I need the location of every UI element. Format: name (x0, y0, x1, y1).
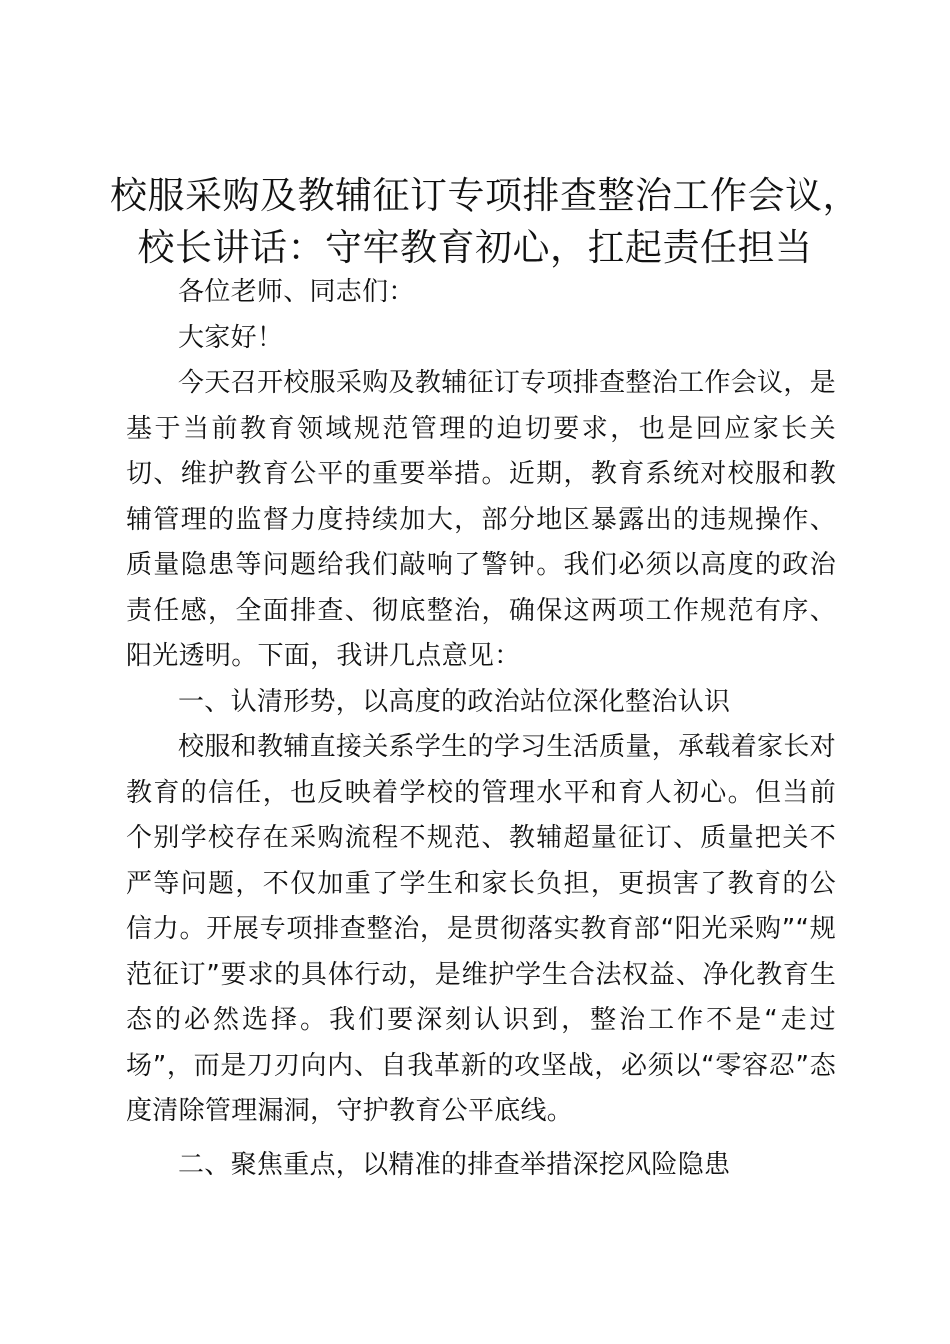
section-1-paragraph: 校服和教辅直接关系学生的学习生活质量，承载着家长对教育的信任，也反映着学校的管理水平和育人初心。但当前个别学校存在采购流程不规范、教辅超量征订、质量把关不严等问题，不仅加重了学生和家长负担，更损害了教育的公信力。开展专项排查整治，是贯彻落实教育部“阳光采购”“规范征订”要求的具体行动，是维护学生合法权益、净化教育生态的必然选择。我们要深刻认识到，整治工作不是“走过场”，而是刀刃向内、自我革新的攻坚战，必须以“零容忍”态度清除管理漏洞，守护教育公平底线。 (126, 732, 836, 1126)
section-1-heading: 一、认清形势，以高度的政治站位深化整治认识 (178, 686, 731, 717)
section-2-heading: 二、聚焦重点，以精准的排查举措深挖风险隐患 (178, 1149, 731, 1180)
title-line-2: 校长讲话：守牢教育初心，扛起责任担当 (137, 226, 813, 269)
hello: 大家好！ (178, 322, 284, 353)
document-title (110, 170, 860, 274)
title-line-1: 校服采购及教辅征订专项排查整治工作会议， (110, 174, 860, 217)
greeting: 各位老师、同志们： (178, 277, 415, 307)
intro-paragraph: 今天召开校服采购及教辅征订专项排查整治工作会议，是基于当前教育领域规范管理的迫切要求，也是回应家长关切、维护教育公平的重要举措。近期，教育系统对校服和教辅管理的监督力度持续加大，部分地区暴露出的违规操作、质量隐患等问题给我们敲响了警钟。我们必须以高度的政治责任感，全面排查、彻底整治，确保这两项工作规范有序、阳光透明。下面，我讲几点意见： (126, 368, 836, 671)
document-body (126, 270, 836, 1188)
